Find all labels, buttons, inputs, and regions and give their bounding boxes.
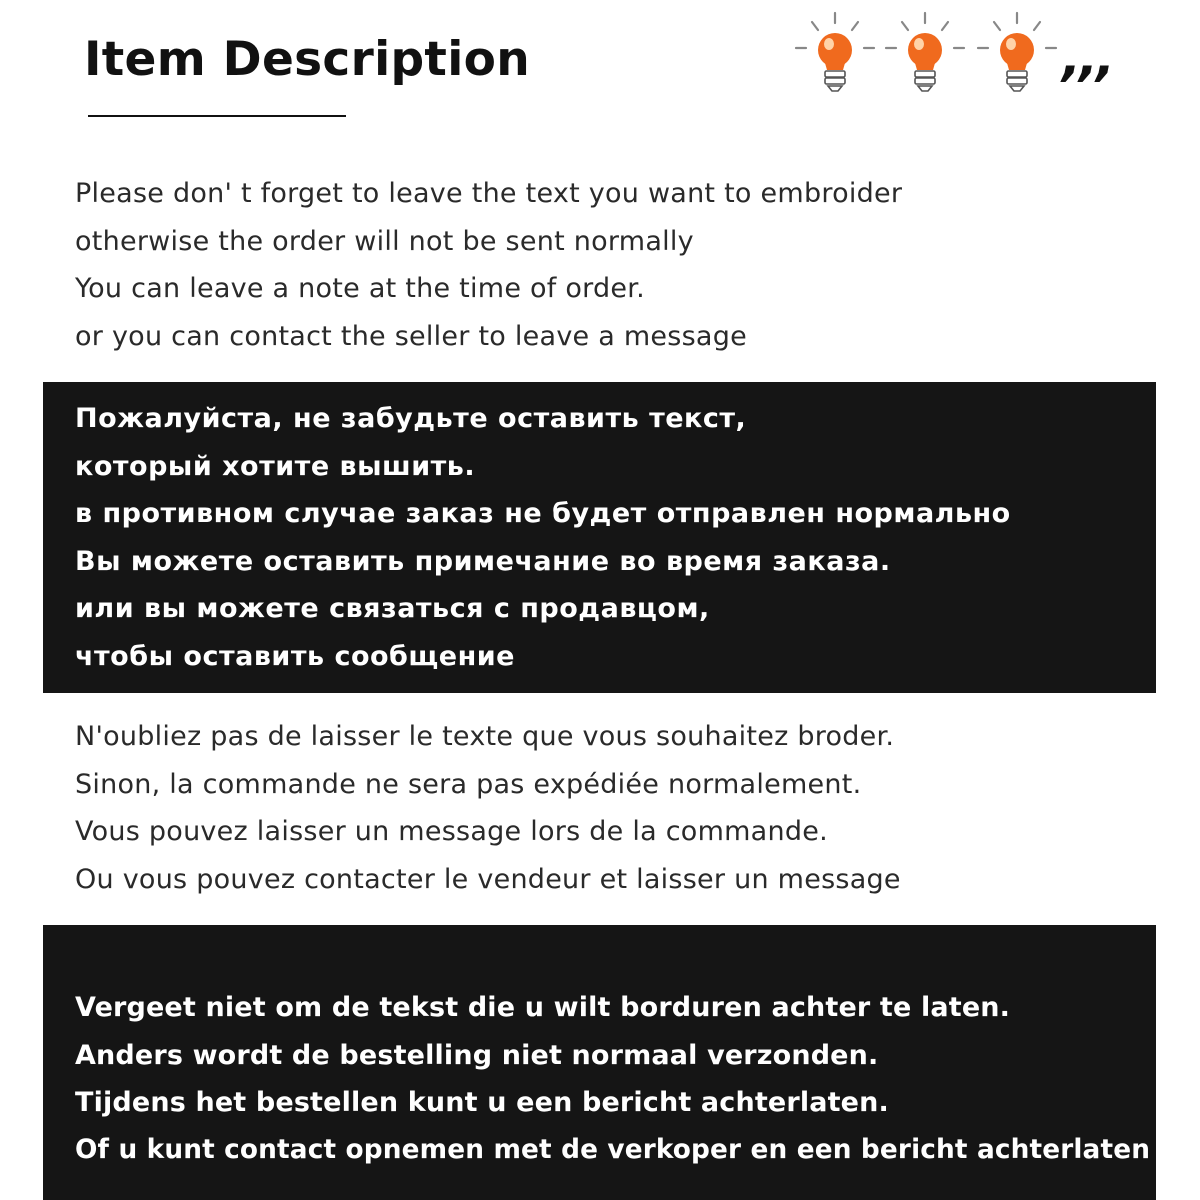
instruction-line: Vergeet niet om de tekst die u wilt borduren achter te laten. [75,992,1011,1023]
russian-instructions [43,382,1156,693]
instruction-line: Anders wordt de bestelling niet normaal verzonden. [75,1039,879,1071]
lightbulb-row [790,8,1070,98]
instruction-line: который хотите вышить. [75,450,476,482]
instruction-line: Пожалуйста, не забудьте оставить текст, [75,403,747,434]
instruction-line: Вы можете оставить примечание во время заказа. [75,545,891,577]
instruction-lines [75,713,901,903]
instruction-line: или вы можете связаться с продавцом, [75,593,710,624]
instruction-lines [75,170,902,360]
instruction-line: or you can contact the seller to leave a message [75,320,747,352]
instruction-line: N'oubliez pas de laisser le texte que vous souhaitez broder. [75,721,895,752]
english-instructions [43,170,1156,360]
instruction-lines [75,395,1011,680]
dutch-instructions [43,925,1156,1200]
instruction-lines [75,984,1150,1174]
instruction-line: Tijdens het bestellen kunt u een bericht achterlaten. [75,1087,889,1118]
instruction-line: otherwise the order will not be sent normally [75,225,694,257]
ellipsis-mark: ,,, [1062,29,1113,87]
instruction-line: Vous pouvez laisser un message lors de la commande. [75,816,828,847]
instruction-line: Ou vous pouvez contacter le vendeur et laisser un message [75,863,901,895]
instruction-line: в противном случае заказ не будет отправлен нормально [75,498,1011,529]
instruction-line: Please don' t forget to leave the text you want to embroider [75,178,903,209]
lightbulb-icon [790,8,880,98]
title-underline [88,115,346,117]
instruction-line: You can leave a note at the time of order. [75,273,645,304]
page-title: Item Description [84,32,530,87]
instruction-line: чтобы оставить сообщение [75,640,515,672]
lightbulb-icon [880,8,970,98]
instruction-line: Sinon, la commande ne sera pas expédiée normalement. [75,768,862,800]
lightbulb-icon [972,8,1062,98]
french-instructions [43,712,1156,902]
instruction-line: Of u kunt contact opnemen met de verkoper en een bericht achterlaten [75,1134,1151,1165]
